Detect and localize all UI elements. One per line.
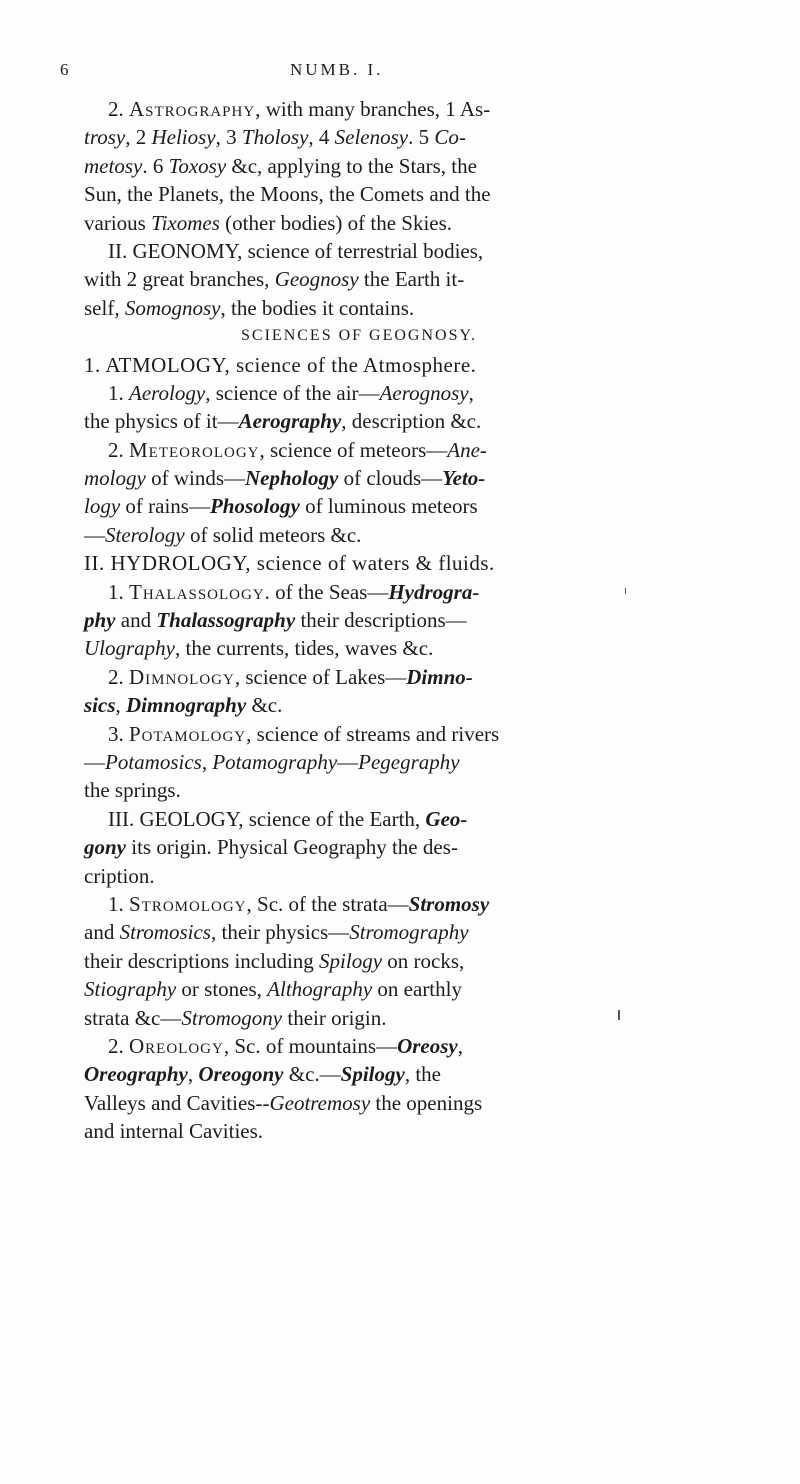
text-run: on earthly bbox=[372, 977, 462, 1002]
italic-term: trosy bbox=[84, 125, 126, 150]
text-run: 2. bbox=[108, 437, 129, 462]
italic-term: Althography bbox=[267, 977, 373, 1002]
text-run: , 2 bbox=[125, 125, 152, 150]
text-run: , bbox=[468, 380, 474, 405]
text-run: 2. bbox=[108, 664, 129, 689]
text-line bbox=[84, 351, 604, 379]
text-line bbox=[84, 606, 604, 634]
text-run: , their physics— bbox=[210, 920, 350, 945]
text-run: or stones, bbox=[176, 977, 268, 1002]
small-caps-heading: Stromology bbox=[129, 891, 247, 916]
bold-italic-term: Hydrogra- bbox=[388, 579, 480, 604]
text-line bbox=[84, 776, 604, 804]
italic-term: Sterology bbox=[105, 522, 185, 547]
italic-term: Co- bbox=[434, 125, 466, 150]
bold-italic-term: Phosology bbox=[209, 494, 300, 519]
text-line bbox=[84, 549, 604, 577]
text-run: . 6 bbox=[142, 153, 169, 178]
margin-mark bbox=[618, 1010, 620, 1020]
text-run: 2. bbox=[108, 1033, 129, 1058]
italic-term: Tholosy bbox=[241, 125, 309, 150]
text-line bbox=[84, 634, 604, 662]
italic-term: Aerognosy bbox=[379, 380, 469, 405]
text-run: &c.— bbox=[283, 1062, 341, 1087]
bold-italic-term: Oreography bbox=[84, 1062, 188, 1087]
text-run: 1. bbox=[108, 891, 129, 916]
text-run: on rocks, bbox=[382, 948, 465, 973]
text-line bbox=[84, 663, 604, 691]
small-caps-heading: Meteorology bbox=[129, 437, 260, 462]
italic-term: Stiography bbox=[84, 977, 177, 1002]
bold-italic-term: Dimnography bbox=[126, 693, 247, 718]
text-run: &c, applying to the Stars, the bbox=[226, 153, 477, 178]
text-line bbox=[84, 1089, 604, 1117]
text-line bbox=[84, 123, 604, 151]
text-run: , science of Lakes— bbox=[234, 664, 407, 689]
italic-term: Aerology bbox=[129, 380, 206, 405]
text-run: , bbox=[115, 693, 126, 718]
text-run: , science of meteors— bbox=[259, 437, 448, 462]
text-run: (other bodies) of the Skies. bbox=[219, 210, 453, 235]
text-run: , bbox=[457, 1033, 463, 1058]
text-run: its origin. Physical Geography the des- bbox=[126, 835, 458, 860]
text-run: and internal Cavities. bbox=[84, 1119, 264, 1144]
text-run: . of the Seas— bbox=[264, 579, 389, 604]
text-run: strata &c— bbox=[84, 1005, 182, 1030]
text-line bbox=[84, 294, 604, 322]
text-run: their descriptions including bbox=[84, 948, 320, 973]
text-run: the physics of it— bbox=[84, 409, 239, 434]
text-line bbox=[84, 521, 604, 549]
text-line bbox=[84, 152, 604, 180]
text-line bbox=[84, 95, 604, 123]
text-line bbox=[84, 691, 604, 719]
italic-term: Potamography bbox=[212, 749, 338, 774]
text-run: , the bbox=[404, 1062, 441, 1087]
text-line bbox=[84, 237, 604, 265]
italic-term: Stromography bbox=[349, 920, 469, 945]
text-run: of winds— bbox=[145, 466, 245, 491]
small-caps-heading: Dimnology bbox=[129, 664, 235, 689]
bold-italic-term: Oreogony bbox=[198, 1062, 284, 1087]
text-line bbox=[84, 1004, 604, 1032]
bold-italic-term: Thalassography bbox=[156, 608, 296, 633]
text-line bbox=[84, 1060, 604, 1088]
text-run: — bbox=[84, 522, 105, 547]
text-run: of rains— bbox=[120, 494, 210, 519]
text-run: , bbox=[201, 749, 213, 774]
margin-mark bbox=[625, 588, 626, 594]
bold-italic-term: Nephology bbox=[245, 466, 339, 491]
text-run: , with many branches, 1 As- bbox=[255, 97, 491, 121]
text-run: the Earth it- bbox=[358, 267, 465, 292]
text-run: — bbox=[84, 749, 105, 774]
italic-term: Selenosy bbox=[334, 125, 409, 150]
text-line bbox=[84, 947, 604, 975]
italic-term: metosy bbox=[84, 153, 143, 178]
text-run: — bbox=[337, 749, 359, 774]
text-run: 1. bbox=[108, 579, 129, 604]
text-line bbox=[84, 265, 604, 293]
text-line bbox=[84, 578, 604, 606]
text-run: self, bbox=[84, 295, 125, 320]
bold-italic-term: Aerography bbox=[238, 409, 342, 434]
text-line bbox=[84, 407, 604, 435]
text-line bbox=[84, 464, 604, 492]
text-run: II. HYDROLOGY, science of waters & fluids. bbox=[84, 551, 495, 576]
text-line bbox=[84, 379, 604, 407]
text-line bbox=[84, 748, 604, 776]
text-run: their origin. bbox=[282, 1005, 387, 1030]
running-head bbox=[60, 60, 620, 84]
text-run: of solid meteors &c. bbox=[184, 522, 362, 547]
bold-italic-term: Spilogy bbox=[340, 1062, 405, 1087]
bold-italic-term: sics bbox=[84, 693, 116, 718]
bold-italic-term: Oreosy bbox=[397, 1033, 458, 1058]
text-line bbox=[84, 180, 604, 208]
text-run: , the currents, tides, waves &c. bbox=[175, 636, 434, 661]
bold-italic-term: phy bbox=[84, 608, 116, 633]
bold-italic-term: Dimno- bbox=[406, 664, 473, 689]
italic-term: Spilogy bbox=[319, 948, 383, 973]
text-run: &c. bbox=[246, 693, 283, 718]
text-run: with 2 great branches, bbox=[84, 267, 275, 292]
italic-term: Geognosy bbox=[274, 267, 359, 292]
text-line bbox=[84, 720, 604, 748]
text-run: , science of streams and rivers bbox=[246, 721, 500, 746]
text-run: . 5 bbox=[408, 125, 435, 150]
text-run: the springs. bbox=[84, 778, 181, 803]
text-run: and bbox=[84, 920, 120, 945]
bold-italic-term: Stromosy bbox=[408, 891, 490, 916]
text-run: , bbox=[187, 1062, 199, 1087]
text-line bbox=[84, 436, 604, 464]
text-run: of clouds— bbox=[338, 466, 443, 491]
text-line bbox=[84, 1032, 604, 1060]
text-line bbox=[84, 890, 604, 918]
text-line bbox=[84, 1117, 604, 1145]
text-line bbox=[84, 918, 604, 946]
text-line bbox=[84, 975, 604, 1003]
text-run: , 3 bbox=[215, 125, 242, 150]
italic-term: Ane- bbox=[447, 437, 487, 462]
text-run: their descriptions— bbox=[295, 608, 467, 633]
text-run: of luminous meteors bbox=[299, 494, 478, 519]
text-line bbox=[84, 322, 604, 350]
italic-term: Toxosy bbox=[168, 153, 227, 178]
text-line bbox=[84, 862, 604, 890]
italic-term: logy bbox=[84, 494, 121, 519]
italic-term: Heliosy bbox=[151, 125, 216, 150]
text-line bbox=[84, 492, 604, 520]
text-run: Valleys and Cavities-- bbox=[84, 1090, 270, 1115]
text-run: 1. bbox=[108, 380, 129, 405]
small-caps-heading: Oreology bbox=[129, 1033, 224, 1058]
text-run: 2. bbox=[108, 97, 129, 121]
text-run: , Sc. of mountains— bbox=[223, 1033, 398, 1058]
page-number: 6 bbox=[60, 60, 71, 79]
italic-term: Ulography bbox=[84, 636, 175, 661]
text-line bbox=[84, 833, 604, 861]
text-run: SCIENCES OF GEOGNOSY. bbox=[241, 327, 477, 345]
italic-term: mology bbox=[84, 466, 146, 491]
small-caps-heading: Astrography bbox=[129, 97, 256, 121]
italic-term: Geotremosy bbox=[269, 1090, 371, 1115]
text-run: cription. bbox=[84, 863, 155, 888]
text-line bbox=[84, 209, 604, 237]
italic-term: Tixomes bbox=[151, 210, 220, 235]
small-caps-heading: Thalassology bbox=[129, 579, 265, 604]
italic-term: Somognosy bbox=[124, 295, 221, 320]
text-run: and bbox=[115, 608, 157, 633]
text-run: , Sc. of the strata— bbox=[246, 891, 409, 916]
text-run: Sun, the Planets, the Moons, the Comets and the bbox=[84, 182, 491, 207]
bold-italic-term: Yeto- bbox=[442, 466, 486, 491]
italic-term: Stromosics bbox=[119, 920, 211, 945]
bold-italic-term: gony bbox=[84, 835, 126, 860]
italic-term: Pegegraphy bbox=[358, 749, 460, 774]
text-run: 3. bbox=[108, 721, 129, 746]
body-text bbox=[84, 95, 604, 1145]
text-run: II. GEONOMY, science of terrestrial bodies, bbox=[108, 238, 484, 263]
text-run: III. GEOLOGY, science of the Earth, bbox=[108, 806, 426, 831]
text-line bbox=[84, 805, 604, 833]
italic-term: Potamosics bbox=[105, 749, 202, 774]
text-run: , description &c. bbox=[341, 409, 482, 434]
small-caps-heading: Potamology bbox=[129, 721, 247, 746]
text-run: , science of the air— bbox=[205, 380, 380, 405]
text-run: , 4 bbox=[308, 125, 335, 150]
text-run: 1. ATMOLOGY, science of the Atmosphere. bbox=[84, 352, 477, 377]
running-title: NUMB. I. bbox=[290, 60, 384, 79]
text-run: the openings bbox=[370, 1090, 483, 1115]
text-run: various bbox=[84, 210, 152, 235]
text-run: , the bodies it contains. bbox=[220, 295, 415, 320]
bold-italic-term: Geo- bbox=[425, 806, 468, 831]
italic-term: Stromogony bbox=[181, 1005, 283, 1030]
